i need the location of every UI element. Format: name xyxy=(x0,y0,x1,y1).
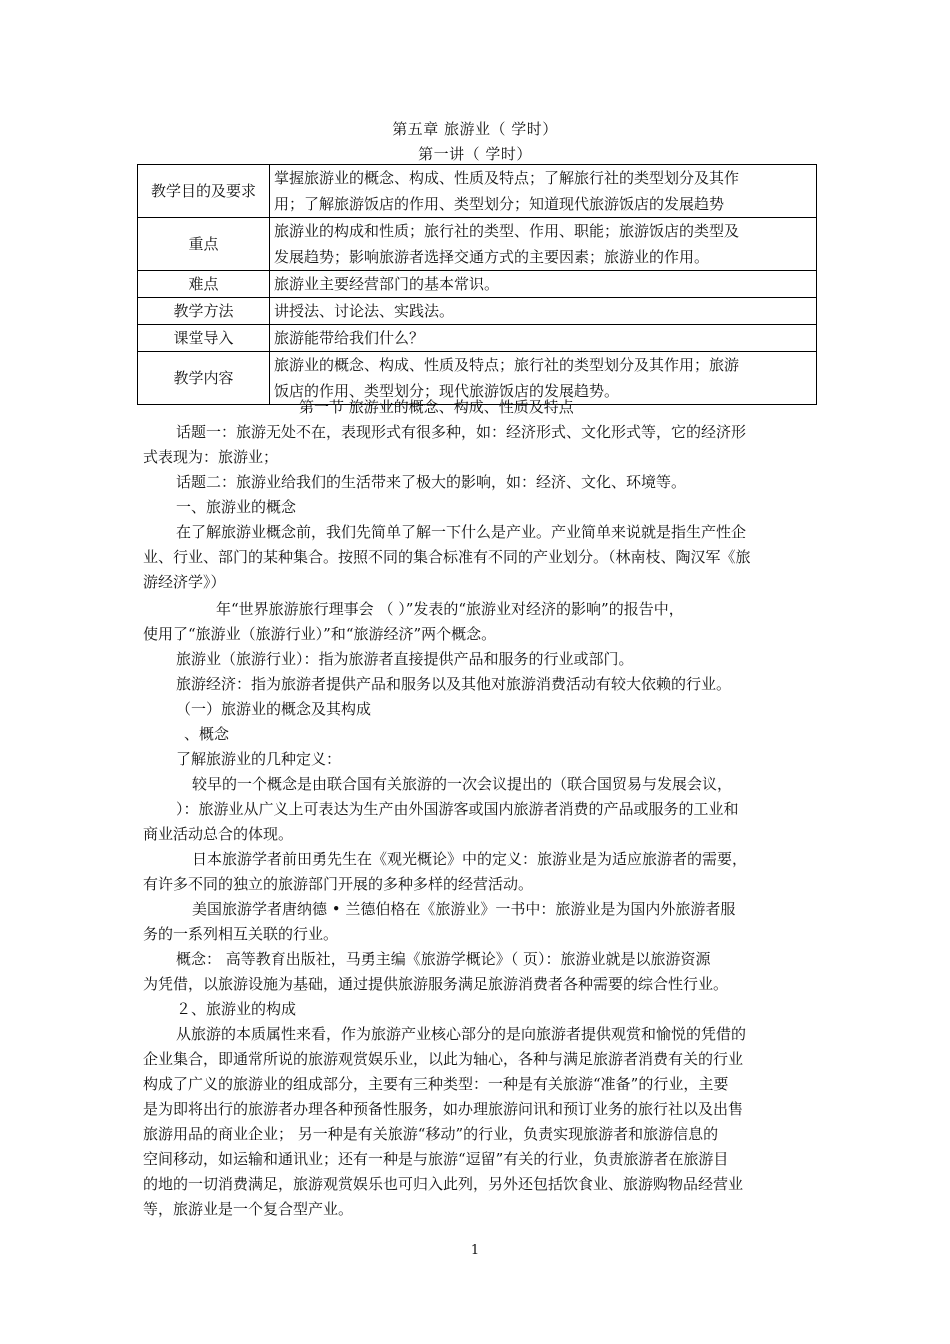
subheading: 、概念 xyxy=(184,725,230,743)
paragraph-line: 话题二：旅游业给我们的生活带来了极大的影响，如：经济、文化、环境等。 xyxy=(176,473,687,491)
paragraph-line: 旅游业（旅游行业）：指为旅游者直接提供产品和服务的行业或部门。 xyxy=(176,650,634,668)
paragraph-line: 空间移动，如运输和通讯业；还有一种是与旅游“逗留”有关的行业，负责旅游者在旅游目 xyxy=(143,1150,729,1168)
paragraph-line: 旅游经济：指为旅游者提供产品和服务以及其他对旅游消费活动有较大依赖的行业。 xyxy=(176,675,732,693)
paragraph-line: ）：旅游业从广义上可表达为生产由外国游客或国内旅游者消费的产品或服务的工业和 xyxy=(176,800,739,818)
chapter-title: 第五章 旅游业（ 学时） xyxy=(392,120,558,138)
row-label: 重点 xyxy=(138,218,270,271)
paragraph-line: 话题一：旅游无处不在，表现形式有很多种，如：经济形式、文化形式等，它的经济形 xyxy=(176,423,747,441)
lecture-title: 第一讲（ 学时） xyxy=(418,145,532,163)
paragraph-line: 是为即将出行的旅游者办理各种预备性服务，如办理旅游问讯和预订业务的旅行社以及出售 xyxy=(143,1100,744,1118)
table-row xyxy=(138,298,817,325)
paragraph-line: 了解旅游业的几种定义： xyxy=(176,750,342,768)
paragraph-line: 有许多不同的独立的旅游部门开展的多种多样的经营活动。 xyxy=(143,875,534,893)
paragraph-line: 企业集合，即通常所说的旅游观赏娱乐业，以此为轴心，各种与满足旅游者消费有关的行业 xyxy=(143,1050,744,1068)
row-value xyxy=(270,325,817,352)
table-row xyxy=(138,271,817,298)
paragraph-line: 概念： 高等教育出版社，马勇主编《旅游学概论》（ 页）：旅游业就是以旅游资源 xyxy=(176,950,711,968)
paragraph-line: 在了解旅游业概念前，我们先简单了解一下什么是产业。产业简单来说就是指生产性企 xyxy=(176,523,747,541)
paragraph-line: 业、行业、部门的某种集合。按照不同的集合标准有不同的产业划分。（林南枝、陶汉军《旅 xyxy=(143,548,751,566)
paragraph-line: 较早的一个概念是由联合国有关旅游的一次会议提出的（联合国贸易与发展会议， xyxy=(192,775,733,793)
row-label: 难点 xyxy=(138,271,270,298)
row-value-line: 旅游业的构成和性质；旅行社的类型、作用、职能；旅游饭店的类型及 xyxy=(274,222,740,240)
row-value-line: 发展趋势；影响旅游者选择交通方式的主要因素；旅游业的作用。 xyxy=(274,248,710,266)
paragraph-line: 的地的一切消费满足，旅游观赏娱乐也可归入此列，另外还包括饮食业、旅游购物品经营业 xyxy=(143,1175,744,1193)
paragraph-line: 使用了“旅游业（旅游行业）”和“旅游经济”两个概念。 xyxy=(143,625,497,643)
paragraph-line: 等，旅游业是一个复合型产业。 xyxy=(143,1200,354,1218)
row-value xyxy=(270,218,817,271)
row-label: 教学目的及要求 xyxy=(138,165,270,218)
row-label: 课堂导入 xyxy=(138,325,270,352)
row-value xyxy=(270,298,817,325)
paragraph-line: 美国旅游学者唐纳德 • 兰德伯格在《旅游业》一书中：旅游业是为国内外旅游者服 xyxy=(192,900,736,918)
row-value-line: 饭店的作用、类型划分；现代旅游饭店的发展趋势。 xyxy=(274,382,620,400)
subheading: （一）旅游业的概念及其构成 xyxy=(176,700,372,718)
row-value-line: 用；了解旅游饭店的作用、类型划分；知道现代旅游饭店的发展趋势 xyxy=(274,195,725,213)
paragraph-line: 年“世界旅游旅行理事会 （ ）”发表的“旅游业对经济的影响”的报告中， xyxy=(216,600,684,618)
subheading: 一、旅游业的概念 xyxy=(176,498,297,516)
table-row xyxy=(138,325,817,352)
row-value-line: 旅游能带给我们什么？ xyxy=(274,329,425,347)
row-value-line: 旅游业主要经营部门的基本常识。 xyxy=(274,275,500,293)
paragraph-line: 游经济学》） xyxy=(143,573,226,591)
row-value-line: 讲授法、讨论法、实践法。 xyxy=(274,302,455,320)
paragraph-line: 从旅游的本质属性来看，作为旅游产业核心部分的是向旅游者提供观赏和愉悦的凭借的 xyxy=(176,1025,747,1043)
paragraph-line: 构成了广义的旅游业的组成部分，主要有三种类型：一种是有关旅游“准备”的行业，主要 xyxy=(143,1075,729,1093)
paragraph-line: 务的一系列相互关联的行业。 xyxy=(143,925,339,943)
paragraph-line: 为凭借，以旅游设施为基础，通过提供旅游服务满足旅游消费者各种需要的综合性行业。 xyxy=(143,975,729,993)
paragraph-line: 式表现为：旅游业； xyxy=(143,448,279,466)
paragraph-line: 旅游用品的商业企业； 另一种是有关旅游“移动”的行业，负责实现旅游者和旅游信息的 xyxy=(143,1125,719,1143)
section-heading: 第一节 旅游业的概念、构成、性质及特点 xyxy=(299,398,574,416)
table-row xyxy=(138,218,817,271)
paragraph-line: 日本旅游学者前田勇先生在《观光概论》中的定义：旅游业是为适应旅游者的需要， xyxy=(192,850,748,868)
row-value-line: 掌握旅游业的概念、构成、性质及特点；了解旅行社的类型划分及其作 xyxy=(274,169,740,187)
row-value xyxy=(270,165,817,218)
subheading: ２、旅游业的构成 xyxy=(176,1000,297,1018)
row-label: 教学内容 xyxy=(138,352,270,405)
lesson-plan-table xyxy=(137,164,817,405)
table-row xyxy=(138,165,817,218)
row-value-line: 旅游业的概念、构成、性质及特点；旅行社的类型划分及其作用；旅游 xyxy=(274,356,740,374)
paragraph-line: 商业活动总合的体现。 xyxy=(143,825,294,843)
row-label: 教学方法 xyxy=(138,298,270,325)
row-value xyxy=(270,271,817,298)
page-number: 1 xyxy=(470,1243,480,1258)
